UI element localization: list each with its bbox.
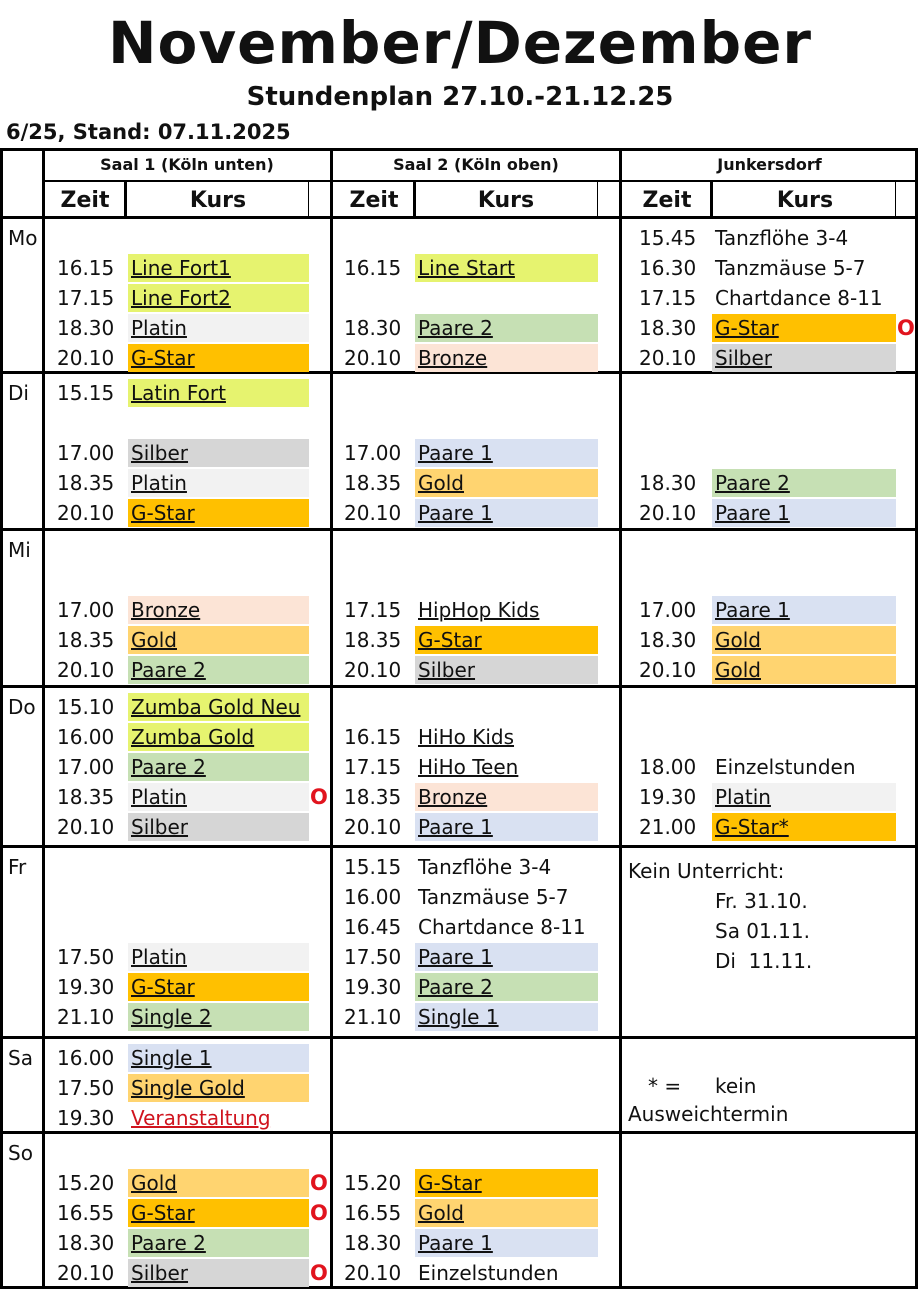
- entry-time: 16.00: [344, 885, 402, 909]
- entry-time: 21.10: [57, 1005, 115, 1029]
- entry-time: 17.15: [639, 286, 697, 310]
- schedule-entry: [57, 314, 309, 342]
- col-zeit-saal-2: Zeit: [349, 188, 399, 213]
- change-marker: O: [310, 1171, 328, 1195]
- course-name: Einzelstunden: [418, 1261, 559, 1285]
- col-zeit-junkersdorf: Zeit: [642, 188, 692, 213]
- col-kurs-saal-2: Kurs: [477, 188, 535, 213]
- entry-time: 16.15: [57, 256, 115, 280]
- course-name: Chartdance 8-11: [715, 286, 883, 310]
- course-link[interactable]: Gold: [128, 1169, 309, 1197]
- schedule-entry: [57, 813, 309, 841]
- entry-time: 20.10: [57, 815, 115, 839]
- entry-time: 15.20: [344, 1171, 402, 1195]
- schedule-entry: [639, 656, 896, 684]
- course-link[interactable]: Gold: [415, 469, 598, 497]
- no-class-date: Fr. 31.10.: [715, 889, 808, 913]
- page-title: November/Dezember: [107, 9, 813, 77]
- schedule-entry: [344, 469, 598, 497]
- course-link[interactable]: Platin: [128, 314, 309, 342]
- entry-time: 16.30: [639, 256, 697, 280]
- entry-time: 18.00: [639, 755, 697, 779]
- day-label-so: So: [8, 1141, 33, 1165]
- course-link[interactable]: Platin: [712, 783, 896, 811]
- grid-line: [413, 182, 416, 216]
- grid-line: [0, 528, 918, 531]
- grid-line: [44, 180, 917, 182]
- day-label-do: Do: [8, 695, 36, 719]
- course-link[interactable]: Single Gold: [128, 1074, 309, 1102]
- entry-time: 20.10: [639, 501, 697, 525]
- course-link[interactable]: Paare 1: [712, 596, 896, 624]
- entry-time: 19.30: [639, 785, 697, 809]
- course-link[interactable]: Paare 1: [712, 499, 896, 527]
- course-link[interactable]: HiHo Teen: [418, 755, 519, 779]
- schedule-entry: [639, 469, 896, 497]
- entry-time: 15.20: [57, 1171, 115, 1195]
- entry-time: 18.30: [639, 471, 697, 495]
- schedule-entry: [344, 913, 598, 941]
- schedule-entry: [57, 1074, 309, 1102]
- change-marker: O: [897, 316, 915, 340]
- course-link[interactable]: Paare 2: [415, 314, 598, 342]
- course-link[interactable]: G-Star: [128, 973, 309, 1001]
- course-link[interactable]: Paare 2: [128, 656, 309, 684]
- course-link[interactable]: Line Fort1: [128, 254, 309, 282]
- course-link[interactable]: Paare 1: [415, 813, 598, 841]
- entry-time: 18.30: [57, 316, 115, 340]
- schedule-entry: [639, 499, 896, 527]
- entry-time: 19.30: [344, 975, 402, 999]
- grid-line: [0, 685, 918, 688]
- schedule-entry: [57, 1104, 309, 1132]
- schedule-entry: [344, 723, 598, 751]
- legend-text: Ausweichtermin: [628, 1102, 789, 1126]
- entry-time: 15.45: [639, 226, 697, 250]
- entry-time: 17.50: [57, 945, 115, 969]
- schedule-entry: [639, 783, 896, 811]
- entry-time: 20.10: [639, 658, 697, 682]
- day-label-sa: Sa: [8, 1046, 33, 1070]
- entry-time: 20.10: [344, 346, 402, 370]
- grid-line: [619, 148, 622, 1289]
- entry-time: 17.00: [639, 598, 697, 622]
- course-name: Chartdance 8-11: [418, 915, 586, 939]
- course-link[interactable]: Silber: [128, 813, 309, 841]
- day-label-di: Di: [8, 381, 29, 405]
- course-link[interactable]: Paare 1: [415, 439, 598, 467]
- course-link[interactable]: G-Star: [415, 1169, 598, 1197]
- entry-time: 18.30: [639, 628, 697, 652]
- schedule-entry: [344, 883, 598, 911]
- entry-time: 20.10: [639, 346, 697, 370]
- course-link[interactable]: Paare 2: [712, 469, 896, 497]
- schedule-entry: [344, 344, 598, 372]
- course-link[interactable]: Paare 2: [128, 1229, 309, 1257]
- entry-time: 20.10: [344, 501, 402, 525]
- entry-time: 17.00: [344, 441, 402, 465]
- entry-time: 16.55: [344, 1201, 402, 1225]
- schedule-entry: [57, 1259, 309, 1287]
- venue-junkersdorf: Junkersdorf: [717, 155, 822, 174]
- schedule-entry: [344, 1199, 598, 1227]
- schedule-entry: [344, 596, 598, 624]
- schedule-entry: [57, 254, 309, 282]
- schedule-entry: [57, 753, 309, 781]
- entry-time: 15.15: [57, 381, 115, 405]
- course-link[interactable]: G-Star: [712, 314, 896, 342]
- schedule-entry: [344, 499, 598, 527]
- entry-time: 18.30: [344, 316, 402, 340]
- schedule-entry: [344, 943, 598, 971]
- entry-time: 18.35: [57, 785, 115, 809]
- no-class-heading: Kein Unterricht:: [628, 859, 785, 883]
- entry-time: 17.00: [57, 598, 115, 622]
- entry-time: 17.15: [57, 286, 115, 310]
- entry-time: 18.35: [57, 628, 115, 652]
- legend-symbol: * =: [648, 1074, 682, 1098]
- schedule-entry: [344, 783, 598, 811]
- entry-time: 18.35: [344, 471, 402, 495]
- entry-time: 15.15: [344, 855, 402, 879]
- schedule-entry: [344, 1229, 598, 1257]
- entry-time: 16.00: [57, 725, 115, 749]
- schedule-entry: [639, 596, 896, 624]
- schedule-entry: [639, 753, 896, 781]
- change-marker: O: [310, 1261, 328, 1285]
- entry-time: 21.00: [639, 815, 697, 839]
- schedule-entry: [57, 656, 309, 684]
- legend-text: kein: [715, 1074, 757, 1098]
- course-link[interactable]: Line Start: [415, 254, 598, 282]
- entry-time: 18.35: [344, 628, 402, 652]
- change-marker: O: [310, 1201, 328, 1225]
- entry-time: 20.10: [344, 1261, 402, 1285]
- course-link[interactable]: Paare 1: [415, 499, 598, 527]
- schedule-entry: [57, 626, 309, 654]
- schedule-entry: [344, 853, 598, 881]
- schedule-entry: [344, 314, 598, 342]
- venue-saal-2: Saal 2 (Köln oben): [393, 155, 559, 174]
- schedule-entry: [344, 626, 598, 654]
- version-stand: 6/25, Stand: 07.11.2025: [6, 120, 291, 144]
- schedule-entry: [344, 656, 598, 684]
- course-link[interactable]: Zumba Gold Neu: [128, 693, 309, 721]
- entry-time: 20.10: [57, 501, 115, 525]
- course-link[interactable]: HipHop Kids: [418, 598, 540, 622]
- schedule-entry: [639, 254, 896, 282]
- schedule-entry: [639, 813, 896, 841]
- course-name: Tanzflöhe 3-4: [418, 855, 552, 879]
- course-link[interactable]: Paare 1: [415, 943, 598, 971]
- course-link[interactable]: Bronze: [415, 783, 598, 811]
- course-link[interactable]: Gold: [712, 656, 896, 684]
- course-link[interactable]: G-Star: [128, 344, 309, 372]
- entry-time: 16.15: [344, 725, 402, 749]
- course-link[interactable]: Silber: [415, 656, 598, 684]
- schedule-entry: [57, 1003, 309, 1031]
- course-link[interactable]: Platin: [128, 943, 309, 971]
- grid-line: [330, 148, 333, 1289]
- course-link[interactable]: G-Star: [128, 499, 309, 527]
- course-link[interactable]: HiHo Kids: [418, 725, 515, 749]
- entry-time: 16.00: [57, 1046, 115, 1070]
- course-name: Tanzflöhe 3-4: [715, 226, 849, 250]
- entry-time: 16.55: [57, 1201, 115, 1225]
- schedule-entry: [57, 379, 309, 407]
- course-name: Einzelstunden: [715, 755, 856, 779]
- course-link[interactable]: Paare 2: [415, 973, 598, 1001]
- schedule-entry: [57, 439, 309, 467]
- grid-line: [0, 845, 918, 848]
- entry-time: 18.30: [639, 316, 697, 340]
- course-name: Tanzmäuse 5-7: [715, 256, 866, 280]
- schedule-subtitle: Stundenplan 27.10.-21.12.25: [246, 82, 674, 112]
- schedule-entry: [57, 1229, 309, 1257]
- grid-line: [0, 1036, 918, 1039]
- schedule-entry: [57, 596, 309, 624]
- entry-time: 21.10: [344, 1005, 402, 1029]
- course-link[interactable]: Bronze: [415, 344, 598, 372]
- schedule-entry: [57, 783, 309, 811]
- schedule-entry: [57, 1044, 309, 1072]
- course-link[interactable]: Silber: [128, 1259, 309, 1287]
- entry-time: 20.10: [57, 658, 115, 682]
- no-class-date: Di 11.11.: [715, 949, 813, 973]
- grid-line: [42, 148, 45, 1289]
- course-link[interactable]: G-Star: [128, 1199, 309, 1227]
- course-link[interactable]: Single 1: [128, 1044, 309, 1072]
- venue-saal-1: Saal 1 (Köln unten): [100, 155, 274, 174]
- entry-time: 17.00: [57, 755, 115, 779]
- schedule-entry: [57, 499, 309, 527]
- schedule-entry: [344, 813, 598, 841]
- entry-time: 20.10: [57, 1261, 115, 1285]
- course-link[interactable]: Silber: [128, 439, 309, 467]
- schedule-entry: [57, 1169, 309, 1197]
- no-class-date: Sa 01.11.: [715, 919, 810, 943]
- day-label-mo: Mo: [8, 226, 38, 250]
- change-marker: O: [310, 785, 328, 809]
- course-link[interactable]: G-Star: [415, 626, 598, 654]
- schedule-entry: [344, 1169, 598, 1197]
- course-link[interactable]: G-Star*: [712, 813, 896, 841]
- schedule-entry: [57, 973, 309, 1001]
- entry-time: 18.35: [344, 785, 402, 809]
- course-link[interactable]: Bronze: [128, 596, 309, 624]
- schedule-entry: [57, 943, 309, 971]
- entry-time: 18.30: [57, 1231, 115, 1255]
- col-kurs-saal-1: Kurs: [189, 188, 247, 213]
- course-link[interactable]: Platin: [128, 469, 309, 497]
- course-link[interactable]: Gold: [415, 1199, 598, 1227]
- grid-line: [308, 182, 309, 216]
- course-link[interactable]: Paare 2: [128, 753, 309, 781]
- course-name: Tanzmäuse 5-7: [418, 885, 569, 909]
- day-label-mi: Mi: [8, 538, 31, 562]
- schedule-entry: [344, 753, 598, 781]
- col-zeit-saal-1: Zeit: [60, 188, 110, 213]
- grid-line: [0, 148, 918, 151]
- grid-line: [0, 216, 918, 219]
- col-kurs-junkersdorf: Kurs: [776, 188, 834, 213]
- entry-time: 17.50: [57, 1076, 115, 1100]
- grid-line: [710, 182, 713, 216]
- schedule-entry: [344, 973, 598, 1001]
- schedule-entry: [344, 1259, 598, 1287]
- course-link[interactable]: Single 2: [128, 1003, 309, 1031]
- schedule-entry: [639, 284, 896, 312]
- course-link[interactable]: Gold: [712, 626, 896, 654]
- schedule-entry: [639, 344, 896, 372]
- schedule-entry: [639, 224, 896, 252]
- schedule-entry: [57, 469, 309, 497]
- day-label-fr: Fr: [8, 855, 27, 879]
- schedule-entry: [344, 254, 598, 282]
- schedule-entry: [57, 284, 309, 312]
- entry-time: 16.15: [344, 256, 402, 280]
- schedule-entry: [57, 344, 309, 372]
- entry-time: 19.30: [57, 1106, 115, 1130]
- course-link[interactable]: Gold: [128, 626, 309, 654]
- grid-line: [124, 182, 127, 216]
- grid-line: [895, 182, 896, 216]
- grid-line: [915, 148, 918, 1289]
- schedule-entry: [57, 693, 309, 721]
- schedule-entry: [639, 314, 896, 342]
- course-link[interactable]: Zumba Gold: [128, 723, 309, 751]
- course-link[interactable]: Platin: [128, 783, 309, 811]
- entry-time: 20.10: [344, 815, 402, 839]
- entry-time: 17.15: [344, 598, 402, 622]
- entry-time: 15.10: [57, 695, 115, 719]
- course-link[interactable]: Latin Fort: [128, 379, 309, 407]
- entry-time: 20.10: [57, 346, 115, 370]
- entry-time: 16.45: [344, 915, 402, 939]
- schedule-entry: [344, 1003, 598, 1031]
- entry-time: 18.35: [57, 471, 115, 495]
- course-link[interactable]: Silber: [712, 344, 896, 372]
- course-link[interactable]: Line Fort2: [128, 284, 309, 312]
- grid-line: [0, 148, 3, 1289]
- schedule-entry: [57, 723, 309, 751]
- entry-time: 20.10: [344, 658, 402, 682]
- course-link[interactable]: Paare 1: [415, 1229, 598, 1257]
- course-link[interactable]: Veranstaltung: [131, 1106, 271, 1130]
- schedule-entry: [57, 1199, 309, 1227]
- schedule-entry: [639, 626, 896, 654]
- entry-time: 17.50: [344, 945, 402, 969]
- grid-line: [597, 182, 598, 216]
- entry-time: 18.30: [344, 1231, 402, 1255]
- entry-time: 17.15: [344, 755, 402, 779]
- entry-time: 17.00: [57, 441, 115, 465]
- schedule-entry: [344, 439, 598, 467]
- entry-time: 19.30: [57, 975, 115, 999]
- course-link[interactable]: Single 1: [415, 1003, 598, 1031]
